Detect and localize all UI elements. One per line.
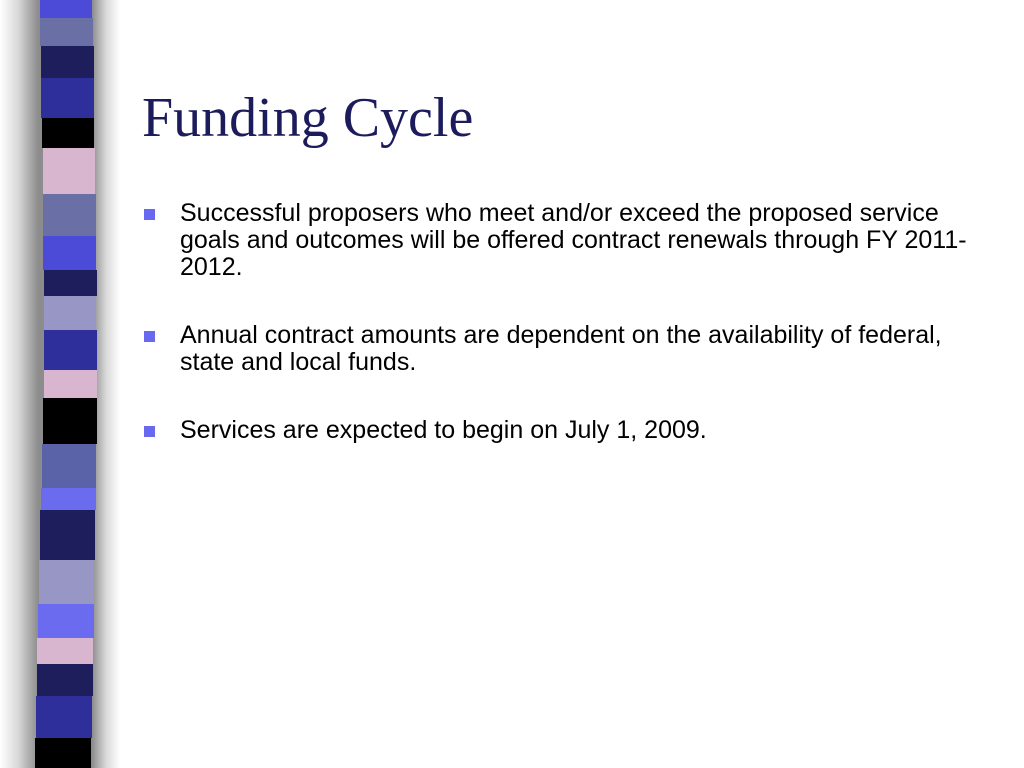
decorative-stripe bbox=[37, 638, 93, 664]
bullet-item bbox=[142, 322, 972, 376]
decorative-stripe bbox=[40, 0, 92, 18]
slide-title: Funding Cycle bbox=[142, 87, 474, 149]
square-bullet-icon bbox=[144, 426, 155, 437]
decorative-stripe bbox=[37, 664, 93, 696]
decorative-stripe bbox=[40, 510, 95, 560]
bullet-text: Services are expected to begin on July 1, 2009. bbox=[180, 416, 707, 444]
decorative-stripe bbox=[43, 194, 96, 236]
decorative-stripe bbox=[44, 270, 97, 296]
bullet-item bbox=[142, 200, 972, 281]
decorative-stripe bbox=[42, 444, 96, 488]
decorative-stripe bbox=[40, 18, 93, 46]
decorative-stripe bbox=[41, 46, 94, 78]
decorative-stripe bbox=[36, 696, 92, 738]
bullet-text: Successful proposers who meet and/or exceed the proposed service goals and outcomes will be offered contract renewals through FY 2011-2012. bbox=[180, 199, 967, 281]
decorative-stripe bbox=[38, 604, 94, 638]
bullet-list bbox=[142, 200, 972, 485]
decorative-stripe bbox=[41, 488, 96, 510]
square-bullet-icon bbox=[144, 209, 155, 220]
square-bullet-icon bbox=[144, 331, 155, 342]
decorative-stripe bbox=[44, 370, 97, 398]
decorative-stripe bbox=[44, 296, 96, 330]
decorative-stripe bbox=[43, 148, 95, 194]
decorative-stripe bbox=[39, 560, 94, 604]
decorative-stripe bbox=[41, 78, 94, 118]
decorative-stripe bbox=[42, 118, 94, 148]
decorative-stripe bbox=[43, 236, 96, 270]
bullet-text: Annual contract amounts are dependent on the availability of federal, state and local funds. bbox=[180, 321, 942, 376]
bullet-item bbox=[142, 417, 972, 444]
decorative-stripe bbox=[44, 330, 97, 370]
decorative-stripe bbox=[43, 398, 97, 444]
decorative-stripe-band bbox=[0, 0, 120, 768]
decorative-stripe bbox=[35, 738, 91, 768]
